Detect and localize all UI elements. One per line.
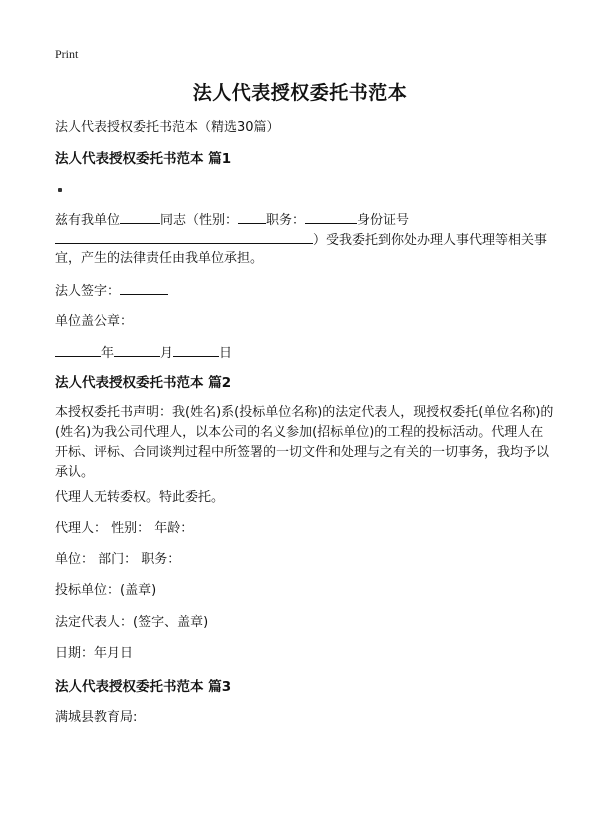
blank-day (173, 342, 219, 357)
unit-info-line: 单位： 部门： 职务： (55, 552, 181, 567)
declaration-paragraph: 本授权委托书声明：我(姓名)系(投标单位名称)的法定代表人，现授权委托(单位名称)的(姓名)为我公司代理人，以本公司的名义参加(招标单位)的工程的投标活动。代理人在开标、评标、合同谈判过程中所签署的一切文件和处理与之有关的一切事务，我均予以承认。 (55, 405, 554, 480)
agent-info-line: 代理人： 性别： 年龄： (55, 521, 194, 536)
text-tong: 同志（性别： (160, 213, 239, 228)
date-day-label: 日 (219, 346, 233, 361)
blank-id-number (55, 229, 313, 244)
text-tail: ）受我委托到你处办理人事代理等相关事 (313, 233, 548, 248)
date-month-label: 月 (160, 346, 174, 361)
print-label[interactable]: Print (55, 47, 79, 61)
blank-name (120, 209, 160, 224)
date-text-line: 日期：年月日 (55, 646, 134, 661)
text-id: 身份证号 (357, 213, 410, 228)
legal-rep-signature-line (55, 280, 168, 303)
authorization-line-3: 宜，产生的法律责任由我单位承担。 (55, 251, 264, 266)
text-prefix: 兹有我单位 (55, 213, 121, 228)
text-zhiwu: 职务： (266, 213, 306, 228)
legal-representative-line: 法定代表人：(签字、盖章) (55, 615, 209, 630)
bullet-mark (55, 178, 62, 200)
date-line (55, 342, 232, 365)
blank-month (114, 342, 160, 357)
section-heading-2: 法人代表授权委托书范本 篇2 (55, 375, 232, 391)
no-subdelegation-line: 代理人无转委权。特此委托。 (55, 490, 225, 505)
blank-signature (120, 280, 168, 295)
sign-label: 法人签字： (55, 284, 121, 299)
section-heading-3: 法人代表授权委托书范本 篇3 (55, 679, 232, 695)
blank-position (305, 209, 357, 224)
section-heading-1: 法人代表授权委托书范本 篇1 (55, 151, 232, 167)
unit-seal-line: 单位盖公章： (55, 314, 134, 329)
date-year-label: 年 (101, 346, 115, 361)
blank-gender (238, 209, 266, 224)
bid-unit-line: 投标单位：(盖章) (55, 583, 157, 598)
page-title: 法人代表授权委托书范本 (192, 82, 408, 104)
document-subtitle: 法人代表授权委托书范本（精选30篇） (55, 120, 280, 135)
addressee-line: 满城县教育局: (55, 710, 138, 725)
blank-year (55, 342, 101, 357)
